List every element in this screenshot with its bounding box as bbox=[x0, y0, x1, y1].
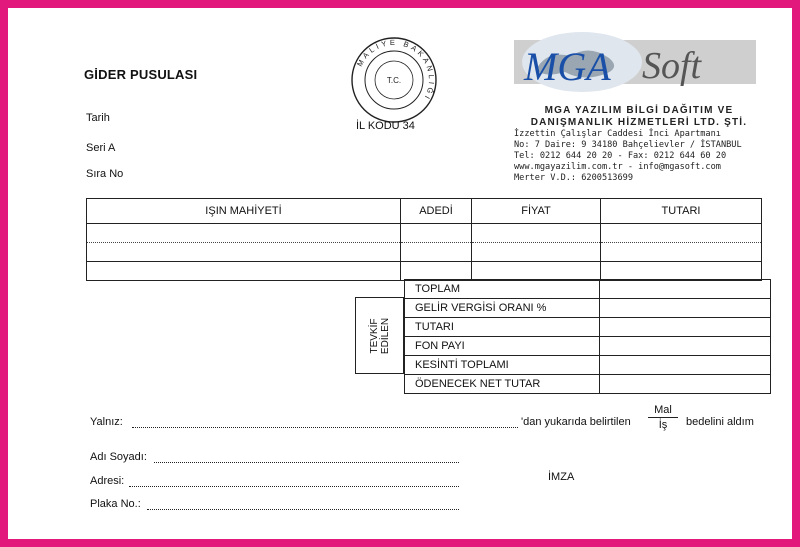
items-table bbox=[86, 198, 762, 281]
date-label: Tarih bbox=[86, 112, 110, 124]
fraction-bottom: İş bbox=[658, 419, 668, 431]
company-tax: Merter V.D.: 6200513699 bbox=[514, 173, 633, 183]
address-label: Adresi: bbox=[90, 475, 125, 487]
name-field[interactable] bbox=[154, 462, 459, 463]
plate-field[interactable] bbox=[147, 509, 459, 510]
table-row bbox=[87, 224, 762, 243]
deduction-total-value[interactable] bbox=[600, 356, 771, 375]
amount-in-words-line[interactable] bbox=[132, 427, 518, 428]
logo-mga: MGA bbox=[524, 44, 611, 89]
table-row bbox=[87, 243, 762, 262]
form-title: GİDER PUSULASI bbox=[84, 67, 198, 82]
stamp-center-text: T.C. bbox=[386, 76, 402, 85]
header-work-description: IŞIN MAHİYETİ bbox=[87, 199, 401, 224]
company-web: www.mgayazilim.com.tr - info@mgasoft.com bbox=[514, 162, 721, 172]
header-price: FİYAT bbox=[472, 199, 601, 224]
received-sentence-end: bedelini aldım bbox=[686, 416, 754, 428]
ministry-stamp bbox=[349, 35, 439, 125]
header-quantity: ADEDİ bbox=[401, 199, 472, 224]
total-value[interactable] bbox=[600, 280, 771, 299]
series-label: Seri A bbox=[86, 142, 116, 154]
net-payable-label: ÖDENECEK NET TUTAR bbox=[405, 375, 600, 394]
withheld-line1: TEVKİF bbox=[368, 318, 380, 354]
company-phone: Tel: 0212 644 20 20 - Fax: 0212 644 60 20 bbox=[514, 151, 727, 161]
income-tax-rate-value[interactable] bbox=[600, 299, 771, 318]
company-info bbox=[514, 105, 764, 184]
province-code: İL KODU 34 bbox=[356, 120, 415, 132]
withheld-amount-label: TUTARI bbox=[405, 318, 600, 337]
header-amount: TUTARI bbox=[601, 199, 762, 224]
address-field[interactable] bbox=[129, 486, 459, 487]
plate-label: Plaka No.: bbox=[90, 498, 141, 510]
company-name-line1: MGA YAZILIM BİLGİ DAĞITIM VE bbox=[544, 105, 734, 116]
withheld-box bbox=[355, 297, 404, 374]
summary-table bbox=[404, 279, 771, 394]
net-payable-value[interactable] bbox=[600, 375, 771, 394]
company-name-line2: DANIŞMANLIK HİZMETLERİ LTD. ŞTİ. bbox=[530, 117, 748, 128]
fund-share-label: FON PAYI bbox=[405, 337, 600, 356]
table-row bbox=[87, 262, 762, 281]
mgasoft-logo bbox=[514, 30, 756, 96]
withheld-amount-value[interactable] bbox=[600, 318, 771, 337]
stamp-ring-text: MALİYE BAKANLIĞI bbox=[355, 37, 437, 104]
company-address2: No: 7 Daire: 9 34180 Bahçelievler / İSTANBUL bbox=[514, 140, 742, 150]
total-label: TOPLAM bbox=[405, 280, 600, 299]
logo-soft: Soft bbox=[642, 45, 702, 87]
sequence-label: Sıra No bbox=[86, 168, 124, 180]
signature-label: İMZA bbox=[548, 471, 575, 483]
company-address1: İzzettin Çalışlar Caddesi İnci Apartmanı bbox=[514, 129, 721, 139]
income-tax-rate-label: GELİR VERGİSİ ORANI % bbox=[405, 299, 600, 318]
fund-share-value[interactable] bbox=[600, 337, 771, 356]
name-label: Adı Soyadı: bbox=[90, 451, 147, 463]
goods-service-fraction bbox=[648, 404, 678, 431]
withheld-line2: EDİLEN bbox=[379, 317, 391, 354]
fraction-top: Mal bbox=[648, 404, 678, 418]
received-sentence: 'dan yukarıda belirtilen bbox=[521, 416, 631, 428]
deduction-total-label: KESİNTİ TOPLAMI bbox=[405, 356, 600, 375]
yalniz-label: Yalnız: bbox=[90, 416, 123, 428]
